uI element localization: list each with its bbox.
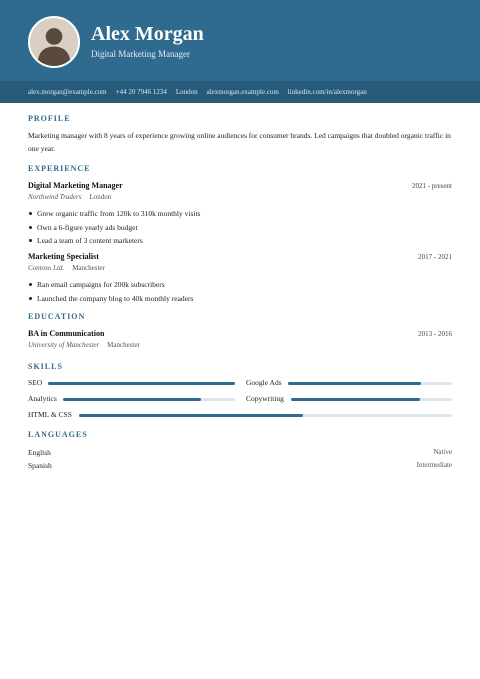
- skill-name: SEO: [28, 378, 43, 387]
- profile-summary: Marketing manager with 8 years of experience growing online audiences for consumer brands. Led campaigns that doubled organic traffic in one year.: [28, 131, 451, 153]
- job-bullets: [28, 207, 452, 248]
- contact-location: London: [175, 88, 198, 96]
- education-degree: BA in Communication: [28, 329, 105, 338]
- job-company-line: [28, 263, 452, 273]
- education-school: University of Manchester: [28, 341, 100, 349]
- skill-item: [28, 393, 235, 404]
- job-dates: 2021 - present: [411, 182, 452, 190]
- job-dates: 2017 - 2021: [418, 253, 452, 261]
- skill-name: Copywriting: [246, 394, 284, 403]
- skill-item: [246, 377, 452, 388]
- skill-item: [28, 409, 452, 420]
- section-title-skills: SKILLS: [28, 362, 63, 371]
- skill-bar: [291, 398, 452, 401]
- education-location: Manchester: [107, 341, 140, 349]
- skill-bar: [288, 382, 452, 385]
- candidate-name: Alex Morgan: [91, 23, 204, 45]
- contact-bar: [0, 81, 480, 103]
- job-company: Northwind Traders: [28, 193, 82, 201]
- job-location: London: [89, 193, 112, 201]
- language-name: English: [28, 448, 51, 457]
- contact-email[interactable]: alex.morgan@example.com: [28, 88, 107, 96]
- skill-bar-fill: [48, 382, 235, 385]
- language-item: [28, 460, 452, 471]
- section-title-education: EDUCATION: [28, 312, 86, 321]
- skill-bar-fill: [63, 398, 201, 401]
- skill-name: Analytics: [28, 394, 57, 403]
- person-avatar-icon: [28, 16, 80, 68]
- skill-name: HTML & CSS: [28, 410, 72, 419]
- list-item: Lead a team of 3 content marketers: [28, 234, 452, 248]
- language-item: [28, 447, 452, 458]
- job-company-line: [28, 192, 452, 202]
- skill-bar-fill: [291, 398, 420, 401]
- contact-linkedin[interactable]: linkedin.com/in/alexmorgan: [287, 88, 367, 96]
- list-item: Own a 6-figure yearly ads budget: [28, 221, 452, 235]
- resume-header: [0, 0, 480, 81]
- list-item: Grew organic traffic from 120k to 310k monthly visits: [28, 207, 452, 221]
- skill-bar-fill: [288, 382, 421, 385]
- job-role: Marketing Specialist: [28, 252, 99, 261]
- contact-phone[interactable]: +44 20 7946 1234: [115, 88, 167, 96]
- job-bullets: [28, 278, 452, 305]
- skill-bar-fill: [79, 414, 303, 417]
- skill-bar: [48, 382, 235, 385]
- education-school-line: [28, 340, 452, 350]
- list-item: Launched the company blog to 40k monthly readers: [28, 292, 452, 306]
- skill-bar: [63, 398, 235, 401]
- education-dates: 2013 - 2016: [418, 330, 452, 338]
- language-name: Spanish: [28, 461, 52, 470]
- education-entry: [28, 328, 452, 350]
- candidate-title: Digital Marketing Manager: [91, 49, 190, 59]
- person-silhouette-icon: [30, 18, 78, 66]
- section-title-experience: EXPERIENCE: [28, 164, 91, 173]
- job-company: Contoso Ltd.: [28, 264, 65, 272]
- contact-website[interactable]: alexmorgan.example.com: [206, 88, 279, 96]
- skill-bar: [79, 414, 452, 417]
- language-level: Native: [433, 448, 452, 456]
- skill-item: [28, 377, 235, 388]
- job-entry: [28, 180, 452, 248]
- job-role: Digital Marketing Manager: [28, 181, 123, 190]
- job-location: Manchester: [72, 264, 105, 272]
- skill-item: [246, 393, 452, 404]
- language-level: Intermediate: [416, 461, 452, 469]
- section-title-profile: PROFILE: [28, 114, 71, 123]
- skill-name: Google Ads: [246, 378, 282, 387]
- section-title-languages: LANGUAGES: [28, 430, 88, 439]
- job-entry: [28, 251, 452, 305]
- list-item: Ran email campaigns for 200k subscribers: [28, 278, 452, 292]
